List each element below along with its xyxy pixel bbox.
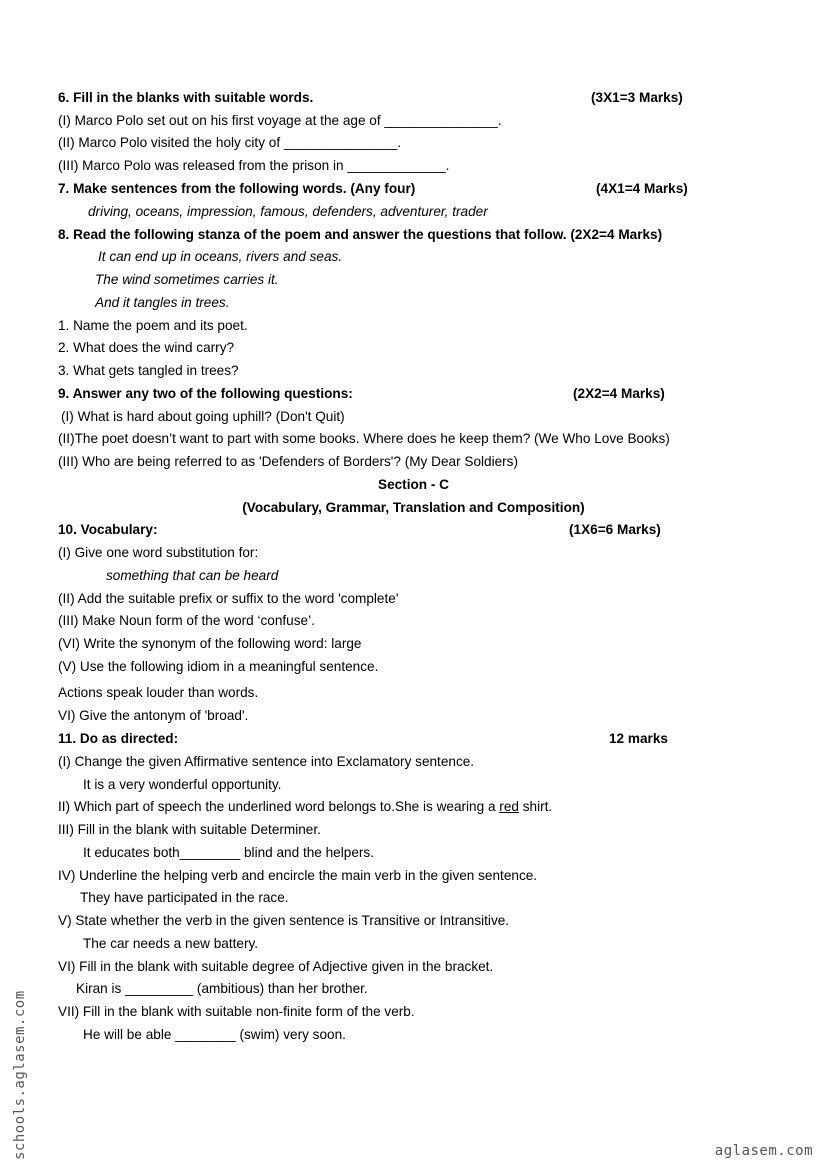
- q9-item-3: (III) Who are being referred to as 'Defenders of Borders'? (My Dear Soldiers): [58, 454, 519, 469]
- q6-item-2: (II) Marco Polo visited the holy city of _______________.: [58, 135, 402, 150]
- q8-heading: 8. Read the following stanza of the poem and answer the questions that follow. (2X2=4 Marks): [58, 227, 663, 242]
- q11-item-ii: [58, 798, 552, 815]
- q8-stanza-line-3: And it tangles in trees.: [95, 295, 230, 310]
- q7-words: driving, oceans, impression, famous, defenders, adventurer, trader: [88, 204, 488, 219]
- q11-item-vii: VII) Fill in the blank with suitable non-finite form of the verb.: [58, 1004, 415, 1019]
- q11-item-iv-sentence: They have participated in the race.: [80, 890, 289, 905]
- q11-item-iv: IV) Underline the helping verb and encircle the main verb in the given sentence.: [58, 868, 538, 883]
- q8-stanza-line-1: It can end up in oceans, rivers and seas.: [98, 249, 343, 264]
- q11-item-vi-sentence: Kiran is _________ (ambitious) than her brother.: [76, 981, 368, 996]
- q9-heading: 9. Answer any two of the following questions:: [58, 386, 353, 401]
- q6-item-3: (III) Marco Polo was released from the prison in _____________.: [58, 158, 450, 173]
- q11-item-ii-end: shirt.: [518, 799, 553, 814]
- q11-item-v: V) State whether the verb in the given sentence is Transitive or Intransitive.: [58, 913, 510, 928]
- q10-item-vi-b: VI) Give the antonym of 'broad'.: [58, 708, 249, 723]
- q10-item-vi: (VI) Write the synonym of the following word: large: [58, 636, 362, 651]
- q10-item-ii: (II) Add the suitable prefix or suffix to the word 'complete': [58, 591, 399, 606]
- q8-question-1: 1. Name the poem and its poet.: [58, 318, 248, 333]
- q11-item-vii-sentence: He will be able ________ (swim) very soon.: [83, 1027, 346, 1042]
- section-subtitle: (Vocabulary, Grammar, Translation and Composition): [242, 500, 585, 515]
- q10-idiom: Actions speak louder than words.: [58, 685, 259, 700]
- side-watermark: schools.aglasem.com: [12, 990, 28, 1160]
- q10-item-i: (I) Give one word substitution for:: [58, 545, 259, 560]
- section-title: Section - C: [378, 477, 449, 492]
- q11-item-i-sentence: It is a very wonderful opportunity.: [83, 777, 282, 792]
- q11-marks: 12 marks: [609, 731, 668, 746]
- q11-heading: 11. Do as directed:: [58, 731, 179, 746]
- q10-marks: (1X6=6 Marks): [569, 522, 661, 537]
- q11-item-iii: III) Fill in the blank with suitable Determiner.: [58, 822, 321, 837]
- q10-item-i-phrase: something that can be heard: [106, 568, 279, 583]
- footer-watermark: aglasem.com: [714, 1143, 813, 1159]
- q9-item-2: (II)The poet doesn’t want to part with some books. Where does he keep them? (We Who Love Books): [58, 431, 670, 446]
- q10-item-iii: (III) Make Noun form of the word ‘confuse’.: [58, 613, 315, 628]
- q11-item-i: (I) Change the given Affirmative sentence into Exclamatory sentence.: [58, 754, 475, 769]
- q9-item-1: (I) What is hard about going uphill? (Don't Quit): [61, 409, 345, 424]
- q8-stanza-line-2: The wind sometimes carries it.: [95, 272, 279, 287]
- q6-heading: 6. Fill in the blanks with suitable words.: [58, 90, 314, 105]
- q6-marks: (3X1=3 Marks): [591, 90, 683, 105]
- q7-heading: 7. Make sentences from the following words. (Any four): [58, 181, 416, 196]
- q11-item-v-sentence: The car needs a new battery.: [83, 936, 259, 951]
- q9-marks: (2X2=4 Marks): [573, 386, 665, 401]
- q11-item-vi: VI) Fill in the blank with suitable degree of Adjective given in the bracket.: [58, 959, 494, 974]
- q10-heading: 10. Vocabulary:: [58, 522, 158, 537]
- q6-item-1: (I) Marco Polo set out on his first voyage at the age of _______________.: [58, 113, 502, 128]
- q10-item-v: (V) Use the following idiom in a meaningful sentence.: [58, 659, 379, 674]
- q11-item-iii-sentence: It educates both________ blind and the helpers.: [83, 845, 374, 860]
- q8-question-2: 2. What does the wind carry?: [58, 340, 235, 355]
- q11-item-ii-text: II) Which part of speech the underlined word belongs to.She is wearing a: [58, 799, 500, 814]
- q7-marks: (4X1=4 Marks): [596, 181, 688, 196]
- underlined-word: red: [499, 799, 519, 814]
- q8-question-3: 3. What gets tangled in trees?: [58, 363, 239, 378]
